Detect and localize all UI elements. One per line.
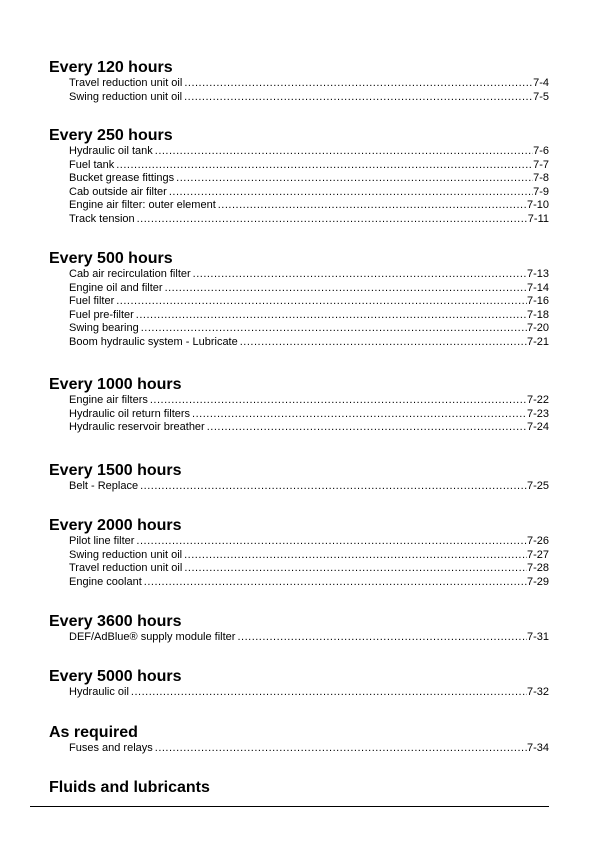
entry-page: 7-21 bbox=[526, 335, 549, 348]
dot-leader bbox=[216, 199, 527, 213]
entry-label: Cab outside air filter bbox=[69, 185, 167, 198]
entry-label: Engine air filter: outer element bbox=[69, 199, 216, 211]
dot-leader bbox=[205, 421, 527, 435]
entry-label: Swing reduction unit oil bbox=[69, 90, 183, 103]
toc-entry[interactable] bbox=[69, 421, 549, 435]
dot-leader bbox=[235, 631, 527, 645]
dot-leader bbox=[129, 686, 527, 700]
dot-leader bbox=[134, 535, 527, 549]
entry-label: Hydraulic oil tank bbox=[69, 145, 153, 157]
toc-entry[interactable] bbox=[69, 549, 549, 563]
toc-entry[interactable] bbox=[69, 77, 549, 91]
dot-leader bbox=[174, 172, 533, 186]
toc-section bbox=[49, 668, 549, 700]
section-heading: Every 1500 hours bbox=[49, 462, 182, 479]
toc-entry[interactable] bbox=[69, 408, 549, 422]
toc-entry[interactable] bbox=[69, 480, 549, 494]
entry-page: 7-11 bbox=[527, 212, 549, 225]
toc-entry[interactable] bbox=[69, 322, 549, 336]
toc-entry[interactable] bbox=[69, 576, 549, 590]
entry-label: Swing bearing bbox=[69, 322, 139, 334]
entry-label: Fuel filter bbox=[69, 295, 115, 307]
entry-label: Travel reduction unit oil bbox=[69, 562, 183, 574]
toc-entry[interactable] bbox=[69, 686, 549, 700]
entry-label: Swing reduction unit oil bbox=[69, 548, 183, 561]
entry-page: 7-9 bbox=[533, 185, 549, 198]
dot-leader bbox=[114, 295, 527, 309]
dot-leader bbox=[135, 213, 528, 227]
entry-page: 7-18 bbox=[526, 308, 549, 321]
entry-page: 7-13 bbox=[526, 268, 549, 280]
entry-page: 7-34 bbox=[526, 742, 549, 754]
entry-page: 7-26 bbox=[526, 535, 549, 547]
toc-section bbox=[49, 376, 549, 435]
dot-leader bbox=[134, 309, 527, 323]
dot-leader bbox=[139, 322, 527, 336]
entry-page: 7-8 bbox=[533, 172, 549, 184]
entry-label: Belt - Replace bbox=[69, 480, 139, 492]
entry-label: Fuel pre-filter bbox=[69, 308, 134, 321]
toc-section bbox=[49, 59, 549, 104]
toc-entry[interactable] bbox=[69, 295, 549, 309]
section-heading: Every 2000 hours bbox=[49, 517, 182, 534]
toc-section bbox=[49, 462, 549, 494]
dot-leader bbox=[182, 91, 533, 105]
toc-entry[interactable] bbox=[69, 213, 549, 227]
entry-page: 7-23 bbox=[526, 407, 549, 420]
dot-leader bbox=[142, 576, 527, 590]
entry-page: 7-6 bbox=[533, 145, 549, 157]
dot-leader bbox=[153, 145, 533, 159]
dot-leader bbox=[148, 394, 527, 408]
entry-label: Hydraulic oil return filters bbox=[69, 407, 191, 420]
entry-label: Fuel tank bbox=[69, 158, 115, 171]
dot-leader bbox=[182, 549, 527, 563]
entry-label: Cab air recirculation filter bbox=[69, 268, 191, 280]
section-heading: Every 500 hours bbox=[49, 250, 173, 267]
entry-label: Hydraulic oil bbox=[69, 686, 129, 698]
toc-entry[interactable] bbox=[69, 145, 549, 159]
entry-page: 7-31 bbox=[526, 631, 549, 643]
entry-label: Engine air filters bbox=[69, 394, 148, 406]
dot-leader bbox=[138, 480, 527, 494]
entry-page: 7-24 bbox=[526, 421, 549, 433]
entry-label: Track tension bbox=[69, 212, 135, 225]
entry-label: Fuses and relays bbox=[69, 742, 153, 754]
dot-leader bbox=[182, 77, 533, 91]
toc-section bbox=[49, 724, 549, 756]
section-heading: Every 250 hours bbox=[49, 127, 173, 144]
entry-page: 7-5 bbox=[533, 90, 549, 103]
toc-entry[interactable] bbox=[69, 91, 549, 105]
toc-section bbox=[49, 517, 549, 589]
toc-entry[interactable] bbox=[69, 199, 549, 213]
entry-page: 7-27 bbox=[526, 548, 549, 561]
entry-page: 7-10 bbox=[526, 199, 549, 211]
footer-rule bbox=[30, 806, 549, 807]
entry-label: DEF/AdBlue® supply module filter bbox=[69, 631, 236, 643]
dot-leader bbox=[191, 268, 527, 282]
entry-label: Boom hydraulic system - Lubricate bbox=[69, 335, 238, 348]
toc-section bbox=[49, 127, 549, 226]
section-heading: Fluids and lubricants bbox=[49, 779, 210, 796]
entry-page: 7-32 bbox=[526, 686, 549, 698]
toc-entry[interactable] bbox=[69, 631, 549, 645]
toc-section bbox=[49, 250, 549, 349]
toc-entry[interactable] bbox=[69, 282, 549, 296]
dot-leader bbox=[114, 159, 533, 173]
dot-leader bbox=[182, 562, 527, 576]
entry-page: 7-20 bbox=[526, 322, 549, 334]
toc-entry[interactable] bbox=[69, 268, 549, 282]
toc-section bbox=[49, 779, 549, 797]
entry-page: 7-4 bbox=[533, 77, 549, 89]
section-heading: Every 120 hours bbox=[49, 59, 173, 76]
toc-entry[interactable] bbox=[69, 309, 549, 323]
entry-label: Hydraulic reservoir breather bbox=[69, 421, 205, 433]
section-heading: Every 5000 hours bbox=[49, 668, 182, 685]
entry-label: Bucket grease fittings bbox=[69, 172, 175, 184]
entry-page: 7-25 bbox=[526, 480, 549, 492]
dot-leader bbox=[163, 282, 527, 296]
dot-leader bbox=[153, 742, 527, 756]
section-heading: Every 1000 hours bbox=[49, 376, 182, 393]
toc-entry[interactable] bbox=[69, 186, 549, 200]
dot-leader bbox=[238, 336, 527, 350]
entry-page: 7-7 bbox=[533, 158, 549, 171]
entry-label: Pilot line filter bbox=[69, 535, 135, 547]
entry-page: 7-16 bbox=[526, 295, 549, 307]
toc-entry[interactable] bbox=[69, 742, 549, 756]
entry-label: Engine coolant bbox=[69, 575, 142, 588]
entry-page: 7-14 bbox=[526, 281, 549, 294]
toc-entry[interactable] bbox=[69, 159, 549, 173]
entry-label: Engine oil and filter bbox=[69, 281, 163, 294]
section-heading: Every 3600 hours bbox=[49, 613, 182, 630]
toc-entry[interactable] bbox=[69, 394, 549, 408]
entry-page: 7-28 bbox=[526, 562, 549, 574]
entry-page: 7-29 bbox=[526, 575, 549, 588]
section-heading: As required bbox=[49, 724, 138, 741]
entry-page: 7-22 bbox=[526, 394, 549, 406]
toc-entry[interactable] bbox=[69, 336, 549, 350]
toc-entry[interactable] bbox=[69, 535, 549, 549]
toc-entry[interactable] bbox=[69, 562, 549, 576]
toc-entry[interactable] bbox=[69, 172, 549, 186]
dot-leader bbox=[190, 408, 527, 422]
dot-leader bbox=[167, 186, 533, 200]
entry-label: Travel reduction unit oil bbox=[69, 77, 183, 89]
toc-section bbox=[49, 613, 549, 645]
